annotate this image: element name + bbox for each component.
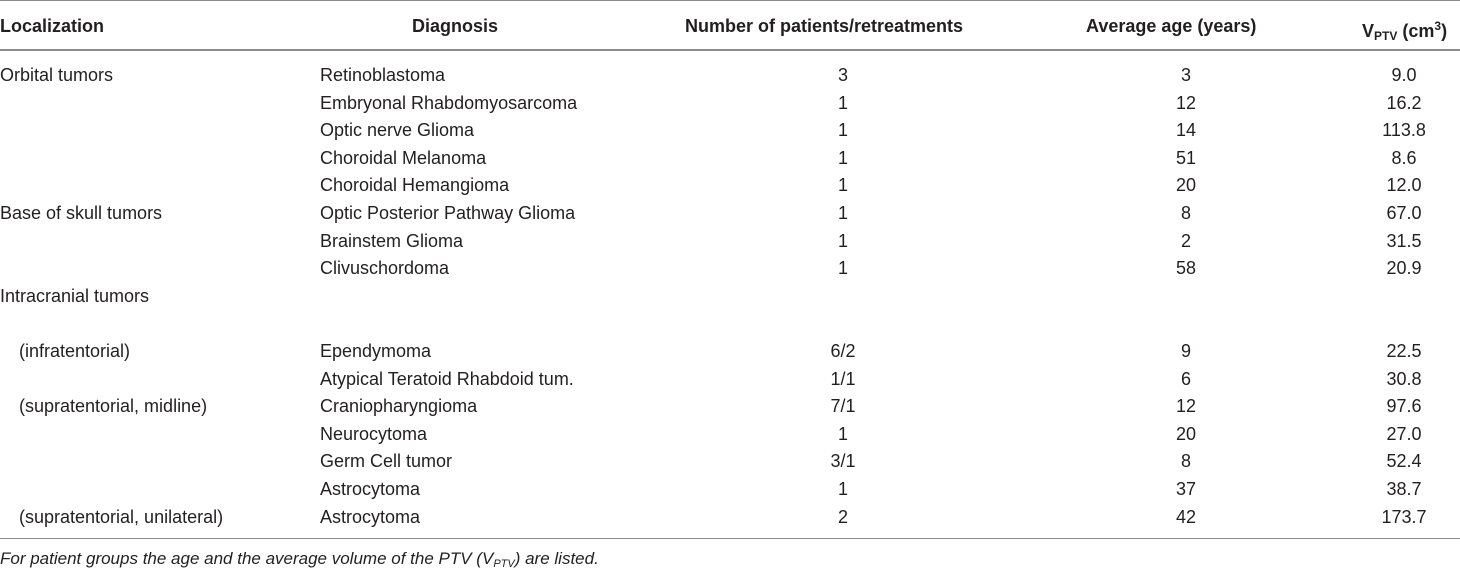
- cell-number: 2: [837, 506, 849, 527]
- table-row: [0, 202, 1460, 230]
- cell-number: 1: [837, 92, 849, 113]
- cell-volume: 8.6: [1391, 147, 1417, 168]
- cell-diagnosis: Neurocytoma: [320, 423, 428, 444]
- table-row: [0, 368, 1460, 396]
- cell-diagnosis: Ependymoma: [320, 341, 432, 361]
- cell-age: 8: [1180, 451, 1192, 472]
- cell-number: 3: [837, 65, 849, 85]
- cell-number: 1: [837, 230, 849, 251]
- cell-number: 3/1: [830, 451, 856, 472]
- cell-number: 1/1: [830, 368, 856, 389]
- table-row: [0, 230, 1460, 258]
- cell-volume: 27.0: [1386, 423, 1422, 444]
- bottom-rule: [0, 538, 1460, 539]
- cell-diagnosis: Choroidal Hemangioma: [320, 175, 510, 196]
- table-row: [0, 340, 1460, 368]
- cell-age: 2: [1180, 230, 1192, 251]
- header-volume-sub: PTV: [1374, 29, 1398, 43]
- table-row: [0, 423, 1460, 451]
- cell-diagnosis: Astrocytoma: [320, 506, 421, 527]
- cell-volume: 113.8: [1382, 120, 1426, 141]
- header-age: Average age (years): [1086, 16, 1257, 36]
- table-row: [0, 257, 1460, 285]
- cell-number: 1: [837, 258, 849, 279]
- table-row: [0, 92, 1460, 120]
- cell-volume: 30.8: [1386, 368, 1422, 389]
- cell-age: 12: [1175, 92, 1197, 113]
- table-row: [0, 174, 1460, 202]
- cell-number: 1: [837, 423, 849, 444]
- cell-volume: 97.6: [1386, 396, 1422, 417]
- cell-number: 1: [837, 175, 849, 196]
- table-row: [0, 450, 1460, 478]
- table-row: [0, 147, 1460, 175]
- cell-diagnosis: Germ Cell tumor: [320, 451, 453, 472]
- cell-diagnosis: Retinoblastoma: [320, 65, 446, 85]
- cell-age: 51: [1175, 147, 1197, 168]
- cell-number: 6/2: [830, 341, 856, 361]
- cell-localization: (supratentorial, midline): [19, 396, 208, 417]
- top-rule: [0, 0, 1460, 1]
- cell-age: 3: [1180, 65, 1192, 85]
- cell-volume: 12.0: [1386, 175, 1422, 196]
- table-row: [0, 312, 1460, 340]
- cell-number: 1: [837, 203, 849, 223]
- cell-localization: Intracranial tumors: [0, 285, 150, 306]
- cell-diagnosis: Astrocytoma: [320, 479, 421, 499]
- cell-age: 9: [1180, 341, 1192, 361]
- table-row: [0, 64, 1460, 92]
- cell-diagnosis: Optic Posterior Pathway Glioma: [320, 203, 576, 223]
- cell-age: 14: [1175, 120, 1197, 141]
- footnote-after: ) are listed.: [514, 549, 599, 568]
- header-volume-unit-open: (cm: [1397, 21, 1435, 41]
- cell-number: 7/1: [830, 396, 856, 417]
- cell-diagnosis: Craniopharyngioma: [320, 396, 478, 417]
- cell-volume: 173.7: [1381, 506, 1427, 527]
- cell-age: 37: [1175, 479, 1197, 499]
- cell-age: 8: [1180, 203, 1192, 223]
- cell-localization: (supratentorial, unilateral): [19, 506, 224, 527]
- cell-diagnosis: Optic nerve Glioma: [320, 120, 475, 141]
- cell-age: 12: [1175, 396, 1197, 417]
- cell-diagnosis: Clivuschordoma: [320, 258, 450, 279]
- cell-volume: 52.4: [1386, 451, 1422, 472]
- cell-diagnosis: Atypical Teratoid Rhabdoid tum.: [320, 368, 574, 389]
- cell-volume: 67.0: [1386, 203, 1422, 223]
- cell-volume: 22.5: [1386, 341, 1422, 361]
- header-volume-main: V: [1362, 21, 1375, 41]
- cell-number: 1: [837, 479, 849, 499]
- cell-volume: 20.9: [1386, 258, 1422, 279]
- cell-diagnosis: Brainstem Glioma: [320, 230, 464, 251]
- cell-number: 1: [837, 120, 849, 141]
- header-rule: [0, 49, 1460, 51]
- cell-volume: 9.0: [1391, 65, 1417, 85]
- table-row: [0, 285, 1460, 313]
- cell-localization: Orbital tumors: [0, 65, 114, 85]
- cell-age: 42: [1175, 506, 1197, 527]
- header-volume: [1362, 15, 1447, 47]
- footnote-before: For patient groups the age and the average volume of the PTV (V: [0, 549, 494, 568]
- header-diagnosis: Diagnosis: [412, 16, 499, 36]
- table-row: [0, 478, 1460, 506]
- cell-age: 6: [1180, 368, 1192, 389]
- cell-localization: Base of skull tumors: [0, 203, 163, 223]
- cell-number: 1: [837, 147, 849, 168]
- footnote-sub: PTV: [493, 558, 515, 570]
- cell-volume: 38.7: [1386, 479, 1422, 499]
- cell-age: 58: [1175, 258, 1197, 279]
- table-row: [0, 506, 1460, 534]
- table-row: [0, 119, 1460, 147]
- cell-diagnosis: Embryonal Rhabdomyosarcoma: [320, 92, 578, 113]
- table-footnote: [0, 548, 599, 575]
- header-volume-unit-sup: 3: [1434, 19, 1442, 33]
- cell-volume: 31.5: [1386, 230, 1422, 251]
- header-volume-unit-close: ): [1441, 21, 1448, 41]
- cell-age: 20: [1175, 175, 1197, 196]
- header-number: Number of patients/retreatments: [685, 16, 964, 36]
- cell-volume: 16.2: [1386, 92, 1422, 113]
- table-row: [0, 395, 1460, 423]
- cell-localization: (infratentorial): [19, 341, 131, 361]
- cell-age: 20: [1175, 423, 1197, 444]
- header-localization: Localization: [0, 16, 105, 36]
- cell-diagnosis: Choroidal Melanoma: [320, 147, 487, 168]
